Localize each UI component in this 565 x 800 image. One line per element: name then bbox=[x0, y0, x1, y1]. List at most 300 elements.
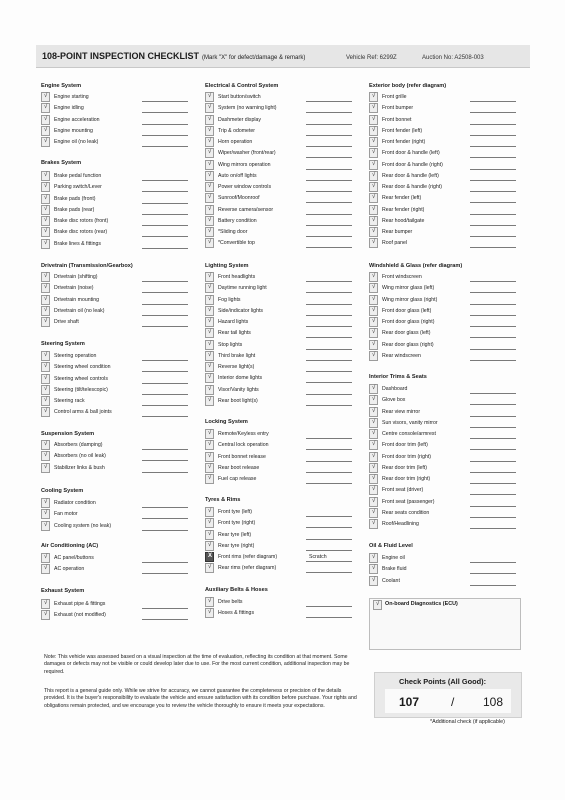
item-checkbox[interactable] bbox=[369, 115, 378, 125]
item-label: Drive belts bbox=[218, 599, 243, 605]
remark-line[interactable] bbox=[306, 617, 352, 618]
item-checkbox[interactable] bbox=[369, 193, 378, 203]
check-mark: √ bbox=[44, 295, 48, 302]
item-checkbox[interactable] bbox=[41, 599, 50, 609]
item-checkbox[interactable] bbox=[369, 452, 378, 462]
remark-line[interactable] bbox=[470, 494, 516, 495]
check-mark: √ bbox=[208, 149, 212, 156]
check-mark: √ bbox=[372, 295, 376, 302]
item-checkbox[interactable] bbox=[369, 295, 378, 305]
checklist-item bbox=[41, 362, 191, 373]
item-checkbox[interactable] bbox=[205, 373, 214, 383]
checklist-item bbox=[205, 272, 355, 283]
item-checkbox[interactable] bbox=[205, 563, 214, 573]
remark-line[interactable] bbox=[142, 518, 188, 519]
item-checkbox[interactable] bbox=[205, 295, 214, 305]
remark-line[interactable] bbox=[306, 180, 352, 181]
item-checkbox[interactable] bbox=[41, 239, 50, 249]
item-label: Rear door & handle (left) bbox=[382, 172, 439, 179]
item-checkbox[interactable] bbox=[205, 530, 214, 540]
item-checkbox[interactable] bbox=[205, 396, 214, 406]
item-checkbox[interactable] bbox=[205, 340, 214, 350]
item-checkbox[interactable] bbox=[369, 160, 378, 170]
item-checkbox[interactable] bbox=[369, 497, 378, 507]
item-checkbox[interactable] bbox=[205, 103, 214, 113]
remark-line[interactable] bbox=[470, 427, 516, 428]
remark-line[interactable] bbox=[306, 146, 352, 147]
item-checkbox[interactable] bbox=[205, 552, 214, 562]
remark-line[interactable] bbox=[142, 530, 188, 531]
remark-line[interactable] bbox=[470, 180, 516, 181]
remark-line[interactable] bbox=[306, 112, 352, 113]
remark-line[interactable] bbox=[306, 281, 352, 282]
checklist-item bbox=[41, 498, 191, 509]
item-checkbox[interactable] bbox=[41, 385, 50, 395]
checklist-item bbox=[41, 115, 191, 126]
item-checkbox[interactable] bbox=[205, 126, 214, 136]
checklist-item bbox=[41, 451, 191, 462]
item-checkbox[interactable] bbox=[205, 541, 214, 551]
remark-line[interactable] bbox=[470, 236, 516, 237]
item-checkbox[interactable] bbox=[205, 171, 214, 181]
remark-line[interactable] bbox=[306, 394, 352, 395]
check-mark: √ bbox=[372, 554, 376, 560]
check-mark: √ bbox=[372, 418, 376, 425]
item-checkbox[interactable] bbox=[369, 418, 378, 428]
remark-line[interactable] bbox=[142, 371, 188, 372]
remark-line[interactable] bbox=[470, 157, 516, 158]
item-checkbox[interactable] bbox=[41, 306, 50, 316]
remark-line[interactable] bbox=[306, 405, 352, 406]
remark-line[interactable] bbox=[306, 349, 352, 350]
item-checkbox[interactable] bbox=[369, 508, 378, 518]
remark-line[interactable] bbox=[470, 169, 516, 170]
remark-line[interactable] bbox=[470, 202, 516, 203]
remark-line[interactable] bbox=[470, 281, 516, 282]
checklist-item bbox=[41, 103, 191, 114]
remark-line[interactable] bbox=[470, 292, 516, 293]
checklist-item bbox=[205, 440, 355, 451]
remark-line[interactable] bbox=[470, 573, 516, 574]
item-checkbox[interactable] bbox=[41, 115, 50, 125]
check-mark: √ bbox=[44, 93, 48, 99]
item-checkbox[interactable] bbox=[369, 485, 378, 495]
item-checkbox[interactable] bbox=[41, 205, 50, 215]
item-label: Control arms & ball joints bbox=[54, 409, 112, 416]
item-checkbox[interactable] bbox=[205, 608, 214, 618]
item-checkbox[interactable] bbox=[41, 553, 50, 563]
item-checkbox[interactable] bbox=[369, 238, 378, 248]
auction-number: Auction No: A2508-003 bbox=[422, 55, 484, 61]
item-label: Absorbers (no oil leak) bbox=[54, 453, 106, 460]
item-checkbox[interactable] bbox=[369, 395, 378, 405]
item-checkbox[interactable] bbox=[369, 407, 378, 417]
checklist-item bbox=[369, 160, 519, 171]
item-checkbox[interactable] bbox=[205, 440, 214, 450]
item-label: Trip & odometer bbox=[218, 127, 255, 134]
item-checkbox[interactable] bbox=[369, 272, 378, 282]
item-label: AC operation bbox=[54, 566, 85, 573]
check-mark: √ bbox=[372, 273, 376, 279]
remark-line[interactable] bbox=[470, 449, 516, 450]
remark-line[interactable] bbox=[306, 326, 352, 327]
remark-line[interactable] bbox=[470, 528, 516, 529]
item-checkbox[interactable] bbox=[369, 340, 378, 350]
check-mark: √ bbox=[372, 407, 376, 414]
item-label: Front grille bbox=[382, 94, 407, 100]
item-checkbox[interactable] bbox=[41, 295, 50, 305]
check-mark: √ bbox=[44, 352, 48, 358]
checklist-item bbox=[205, 563, 355, 574]
remark-line[interactable] bbox=[142, 304, 188, 305]
remark-line[interactable] bbox=[306, 382, 352, 383]
remark-line[interactable] bbox=[470, 247, 516, 248]
remark-line[interactable] bbox=[142, 203, 188, 204]
check-mark: √ bbox=[208, 104, 212, 111]
remark-line[interactable] bbox=[142, 225, 188, 226]
check-mark: √ bbox=[208, 396, 212, 403]
checklist-item bbox=[205, 463, 355, 474]
remark-line[interactable] bbox=[142, 360, 188, 361]
remark-line[interactable] bbox=[306, 124, 352, 125]
check-mark: √ bbox=[372, 475, 376, 481]
check-mark: √ bbox=[44, 172, 48, 178]
item-label: Rear rims (refer diagram) bbox=[218, 565, 277, 572]
remark-line[interactable] bbox=[306, 236, 352, 237]
remark-line[interactable] bbox=[306, 483, 352, 484]
check-mark: √ bbox=[372, 126, 376, 133]
item-checkbox[interactable] bbox=[41, 509, 50, 519]
item-checkbox[interactable] bbox=[205, 92, 214, 102]
remark-line[interactable] bbox=[142, 383, 188, 384]
remark-line[interactable] bbox=[142, 394, 188, 395]
checklist-item bbox=[41, 440, 191, 451]
remark-line[interactable] bbox=[142, 449, 188, 450]
remark-line[interactable] bbox=[470, 225, 516, 226]
remark-line[interactable] bbox=[142, 416, 188, 417]
remark-line[interactable] bbox=[470, 585, 516, 586]
item-checkbox[interactable] bbox=[205, 597, 214, 607]
item-checkbox[interactable] bbox=[205, 328, 214, 338]
check-mark: √ bbox=[44, 374, 48, 381]
item-checkbox[interactable] bbox=[369, 463, 378, 473]
item-checkbox[interactable] bbox=[369, 306, 378, 316]
checkpoints-score bbox=[385, 689, 511, 713]
remark-line[interactable] bbox=[142, 619, 188, 620]
checklist-item bbox=[369, 463, 519, 474]
item-checkbox[interactable] bbox=[205, 216, 214, 226]
item-checkbox[interactable] bbox=[369, 205, 378, 215]
item-checkbox[interactable] bbox=[369, 351, 378, 361]
remark-line[interactable] bbox=[142, 507, 188, 508]
item-checkbox[interactable] bbox=[205, 115, 214, 125]
item-label: Rear view mirror bbox=[382, 408, 421, 415]
item-checkbox[interactable] bbox=[41, 564, 50, 574]
item-checkbox[interactable] bbox=[369, 92, 378, 102]
remark-line[interactable] bbox=[306, 337, 352, 338]
item-checkbox[interactable] bbox=[369, 182, 378, 192]
checklist-item bbox=[205, 283, 355, 294]
item-label: Power window controls bbox=[218, 184, 272, 190]
checklist-item bbox=[205, 373, 355, 384]
remark-line[interactable] bbox=[142, 460, 188, 461]
remark-line[interactable] bbox=[470, 315, 516, 316]
remark-line[interactable] bbox=[306, 438, 352, 439]
remark-line[interactable] bbox=[306, 572, 352, 573]
remark-line[interactable] bbox=[306, 304, 352, 305]
remark-line[interactable] bbox=[470, 326, 516, 327]
item-checkbox[interactable] bbox=[41, 317, 50, 327]
remark-line[interactable] bbox=[470, 349, 516, 350]
check-mark: √ bbox=[44, 217, 48, 223]
item-checkbox[interactable] bbox=[205, 463, 214, 473]
remark-line[interactable] bbox=[142, 180, 188, 181]
remark-line[interactable] bbox=[470, 461, 516, 462]
item-checkbox[interactable] bbox=[369, 328, 378, 338]
item-label: Exhaust (not modified) bbox=[54, 612, 106, 619]
checklist-item bbox=[205, 608, 355, 619]
item-checkbox[interactable] bbox=[205, 385, 214, 395]
remark-line[interactable] bbox=[142, 214, 188, 215]
item-checkbox[interactable] bbox=[205, 238, 214, 248]
item-checkbox[interactable] bbox=[205, 272, 214, 282]
item-checkbox[interactable] bbox=[41, 396, 50, 406]
item-checkbox[interactable] bbox=[205, 429, 214, 439]
item-checkbox[interactable] bbox=[369, 576, 378, 586]
item-checkbox[interactable] bbox=[41, 182, 50, 192]
item-checkbox[interactable] bbox=[369, 474, 378, 484]
remark-line[interactable] bbox=[142, 281, 188, 282]
remark-line[interactable] bbox=[470, 304, 516, 305]
item-checkbox[interactable] bbox=[41, 216, 50, 226]
item-checkbox[interactable] bbox=[41, 126, 50, 136]
checklist-item bbox=[41, 407, 191, 418]
remark-line[interactable] bbox=[306, 157, 352, 158]
checklist-item bbox=[369, 205, 519, 216]
remark-line[interactable] bbox=[142, 405, 188, 406]
item-checkbox[interactable] bbox=[205, 452, 214, 462]
remark-line[interactable] bbox=[142, 124, 188, 125]
remark-line[interactable] bbox=[470, 472, 516, 473]
remark-line[interactable] bbox=[470, 112, 516, 113]
item-checkbox[interactable] bbox=[205, 227, 214, 237]
item-checkbox[interactable] bbox=[205, 306, 214, 316]
item-checkbox[interactable] bbox=[41, 498, 50, 508]
item-checkbox[interactable] bbox=[205, 474, 214, 484]
check-mark: √ bbox=[208, 541, 212, 548]
remark-line[interactable] bbox=[142, 191, 188, 192]
remark-line[interactable] bbox=[306, 225, 352, 226]
remark-line[interactable] bbox=[306, 516, 352, 517]
item-checkbox[interactable] bbox=[41, 374, 50, 384]
item-checkbox[interactable] bbox=[41, 227, 50, 237]
remark-line[interactable] bbox=[142, 562, 188, 563]
item-label: Horn operation bbox=[218, 139, 253, 145]
remark-line[interactable] bbox=[142, 292, 188, 293]
item-label: Steering operation bbox=[54, 353, 97, 359]
item-checkbox[interactable] bbox=[369, 384, 378, 394]
checkpoints-box bbox=[374, 672, 522, 718]
checklist-item bbox=[205, 205, 355, 216]
remark-line[interactable] bbox=[306, 315, 352, 316]
remark-line[interactable] bbox=[470, 416, 516, 417]
item-checkbox[interactable] bbox=[369, 227, 378, 237]
item-checkbox[interactable] bbox=[205, 148, 214, 158]
item-checkbox[interactable] bbox=[205, 362, 214, 372]
item-checkbox[interactable] bbox=[41, 440, 50, 450]
remark-line[interactable] bbox=[306, 449, 352, 450]
check-mark: √ bbox=[208, 530, 212, 537]
item-checkbox[interactable] bbox=[369, 317, 378, 327]
remark-line[interactable] bbox=[306, 360, 352, 361]
remark-line[interactable] bbox=[306, 169, 352, 170]
item-checkbox[interactable] bbox=[41, 272, 50, 282]
remark-line[interactable] bbox=[306, 214, 352, 215]
remark-line[interactable] bbox=[470, 101, 516, 102]
item-checkbox[interactable] bbox=[41, 92, 50, 102]
item-checkbox[interactable] bbox=[41, 171, 50, 181]
item-label: Fog lights bbox=[218, 296, 241, 303]
item-checkbox[interactable] bbox=[41, 103, 50, 113]
check-mark: √ bbox=[208, 228, 212, 234]
remark-line[interactable] bbox=[142, 248, 188, 249]
remark-line[interactable] bbox=[470, 214, 516, 215]
checklist-item bbox=[369, 317, 519, 328]
checklist-item bbox=[205, 306, 355, 317]
item-checkbox[interactable] bbox=[205, 507, 214, 517]
remark-line[interactable] bbox=[470, 135, 516, 136]
item-checkbox[interactable] bbox=[41, 194, 50, 204]
item-checkbox[interactable] bbox=[369, 137, 378, 147]
item-checkbox[interactable] bbox=[369, 440, 378, 450]
checklist-item bbox=[41, 216, 191, 227]
item-checkbox[interactable] bbox=[41, 610, 50, 620]
item-checkbox[interactable] bbox=[369, 519, 378, 529]
item-checkbox[interactable] bbox=[41, 137, 50, 147]
remark-line[interactable] bbox=[306, 561, 352, 562]
check-mark: √ bbox=[208, 463, 212, 470]
remark-line[interactable] bbox=[470, 506, 516, 507]
item-label: Rear bumper bbox=[382, 229, 413, 235]
item-checkbox[interactable] bbox=[205, 137, 214, 147]
remark-line[interactable] bbox=[142, 573, 188, 574]
remark-line[interactable] bbox=[142, 608, 188, 609]
check-mark: √ bbox=[372, 115, 376, 122]
check-mark: √ bbox=[44, 306, 48, 313]
item-checkbox[interactable] bbox=[205, 317, 214, 327]
item-checkbox[interactable] bbox=[41, 451, 50, 461]
item-checkbox[interactable] bbox=[205, 205, 214, 215]
checklist-item bbox=[41, 396, 191, 407]
item-checkbox[interactable] bbox=[205, 283, 214, 293]
item-label: Radiator condition bbox=[54, 500, 96, 506]
remark-line[interactable] bbox=[470, 483, 516, 484]
checklist-item bbox=[205, 507, 355, 518]
remark-line[interactable] bbox=[306, 135, 352, 136]
item-label: Engine idling bbox=[54, 105, 84, 112]
remark-line[interactable] bbox=[142, 101, 188, 102]
remark-line[interactable] bbox=[142, 146, 188, 147]
remark-line[interactable] bbox=[306, 539, 352, 540]
remark-line[interactable] bbox=[470, 337, 516, 338]
checklist-item bbox=[205, 530, 355, 541]
remark-line[interactable] bbox=[142, 326, 188, 327]
item-label: System (no warning light) bbox=[218, 105, 277, 112]
item-checkbox[interactable] bbox=[369, 283, 378, 293]
remark-line[interactable] bbox=[470, 438, 516, 439]
remark-line[interactable] bbox=[470, 360, 516, 361]
remark-line[interactable] bbox=[142, 236, 188, 237]
item-checkbox[interactable] bbox=[205, 351, 214, 361]
checklist-item bbox=[369, 429, 519, 440]
remark-line[interactable] bbox=[306, 247, 352, 248]
remark-line[interactable] bbox=[306, 606, 352, 607]
item-checkbox[interactable] bbox=[41, 463, 50, 473]
remark-line[interactable] bbox=[142, 112, 188, 113]
item-checkbox[interactable] bbox=[369, 216, 378, 226]
remark-line[interactable] bbox=[306, 191, 352, 192]
item-checkbox[interactable] bbox=[205, 160, 214, 170]
item-checkbox[interactable] bbox=[369, 148, 378, 158]
checklist-item bbox=[369, 553, 519, 564]
item-checkbox[interactable] bbox=[41, 283, 50, 293]
item-label: Engine starting bbox=[54, 94, 89, 100]
remark-line[interactable] bbox=[142, 472, 188, 473]
checklist-item bbox=[369, 182, 519, 193]
item-checkbox[interactable] bbox=[369, 553, 378, 563]
remark-line[interactable] bbox=[306, 550, 352, 551]
remark-line[interactable] bbox=[470, 124, 516, 125]
check-mark: √ bbox=[208, 430, 212, 436]
remark-line[interactable] bbox=[470, 146, 516, 147]
item-checkbox[interactable] bbox=[205, 518, 214, 528]
item-checkbox[interactable] bbox=[369, 103, 378, 113]
remark-line[interactable] bbox=[470, 562, 516, 563]
remark-line[interactable] bbox=[470, 404, 516, 405]
remark-line[interactable] bbox=[306, 202, 352, 203]
remark-line[interactable] bbox=[306, 461, 352, 462]
remark-line[interactable] bbox=[306, 292, 352, 293]
item-checkbox[interactable] bbox=[41, 351, 50, 361]
item-checkbox[interactable] bbox=[205, 182, 214, 192]
item-checkbox[interactable] bbox=[205, 193, 214, 203]
remark-line[interactable] bbox=[306, 371, 352, 372]
remark-line[interactable] bbox=[306, 101, 352, 102]
item-checkbox[interactable] bbox=[41, 407, 50, 417]
item-checkbox[interactable] bbox=[369, 171, 378, 181]
remark-line[interactable] bbox=[470, 191, 516, 192]
check-mark: √ bbox=[44, 521, 48, 528]
item-checkbox[interactable] bbox=[41, 362, 50, 372]
item-checkbox[interactable] bbox=[369, 126, 378, 136]
remark-line[interactable] bbox=[470, 393, 516, 394]
check-mark: √ bbox=[372, 318, 376, 324]
item-checkbox[interactable] bbox=[369, 429, 378, 439]
remark-line[interactable] bbox=[306, 527, 352, 528]
remark-line[interactable] bbox=[142, 135, 188, 136]
remark-line[interactable] bbox=[470, 517, 516, 518]
obd-checkbox[interactable]: √ bbox=[373, 600, 382, 610]
remark-line[interactable] bbox=[142, 315, 188, 316]
remark-line[interactable] bbox=[306, 472, 352, 473]
section-title: Locking System bbox=[205, 419, 248, 425]
checklist-item bbox=[205, 227, 355, 238]
item-label: Drivetrain (shifting) bbox=[54, 274, 98, 280]
checklist-item bbox=[205, 317, 355, 328]
check-mark: √ bbox=[44, 205, 48, 212]
item-checkbox[interactable] bbox=[369, 564, 378, 574]
item-checkbox[interactable] bbox=[41, 521, 50, 531]
